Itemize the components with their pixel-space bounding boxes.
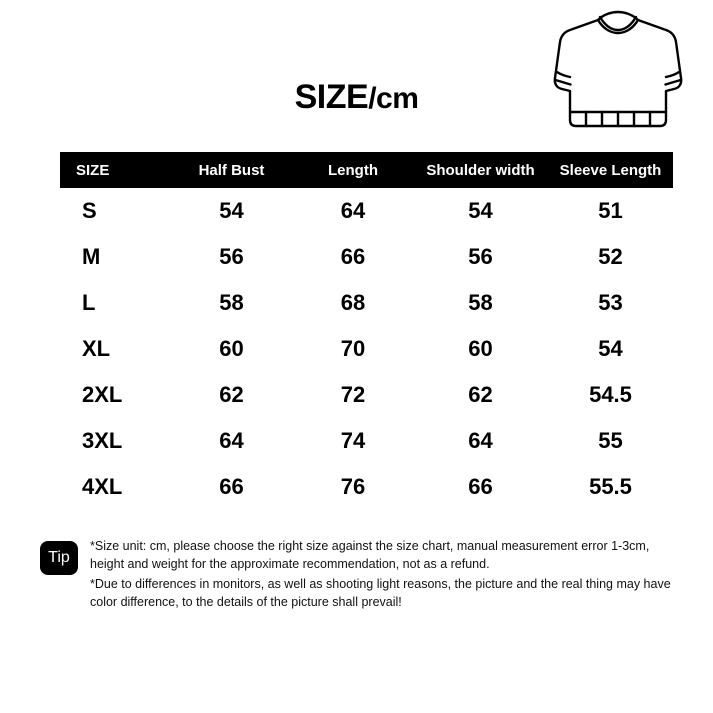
table-body <box>60 188 673 510</box>
tip-line-2: *Due to differences in monitors, as well as shooting light reasons, the picture and the real thing may have color difference, to the details of the picture shall prevail! <box>90 577 671 610</box>
cell-shoulder-width: 54 <box>468 198 493 223</box>
title-unit: /cm <box>368 82 419 115</box>
cell-sleeve-length: 54.5 <box>589 382 632 407</box>
cell-half-bust: 66 <box>219 474 244 499</box>
size-table <box>60 152 673 510</box>
cell-half-bust: 64 <box>219 428 244 453</box>
column-header-sleeve-length: Sleeve Length <box>548 152 673 188</box>
tip-badge: Tip <box>40 541 78 575</box>
table-row <box>60 188 673 234</box>
cell-shoulder-width: 62 <box>468 382 493 407</box>
sweatshirt-icon <box>548 8 688 138</box>
cell-sleeve-length: 55.5 <box>589 474 632 499</box>
cell-half-bust: 60 <box>219 336 244 361</box>
column-header-length: Length <box>293 152 413 188</box>
tip-text <box>90 537 680 614</box>
column-header-shoulder-width: Shoulder width <box>413 152 548 188</box>
cell-half-bust: 62 <box>219 382 244 407</box>
cell-sleeve-length: 51 <box>598 198 623 223</box>
page-title <box>0 78 713 117</box>
table-header-row <box>60 152 673 188</box>
tip-note <box>40 537 680 614</box>
table-row <box>60 326 673 372</box>
size-table-container <box>60 152 673 510</box>
cell-half-bust: 58 <box>219 290 244 315</box>
cell-size: 4XL <box>82 474 123 499</box>
table-row <box>60 280 673 326</box>
cell-length: 68 <box>340 290 366 315</box>
cell-shoulder-width: 56 <box>468 244 493 269</box>
cell-sleeve-length: 52 <box>598 244 623 269</box>
cell-length: 66 <box>340 244 366 269</box>
cell-sleeve-length: 54 <box>598 336 623 361</box>
cell-size: 2XL <box>82 382 123 407</box>
cell-length: 64 <box>340 198 366 223</box>
table-row <box>60 418 673 464</box>
cell-sleeve-length: 55 <box>598 428 623 453</box>
cell-length: 74 <box>340 428 366 453</box>
cell-size: 3XL <box>82 428 123 453</box>
cell-half-bust: 54 <box>219 198 244 223</box>
cell-half-bust: 56 <box>219 244 244 269</box>
table-row <box>60 372 673 418</box>
cell-length: 72 <box>340 382 366 407</box>
cell-length: 76 <box>340 474 366 499</box>
column-header-half-bust: Half Bust <box>170 152 293 188</box>
cell-shoulder-width: 64 <box>468 428 493 453</box>
cell-shoulder-width: 58 <box>468 290 493 315</box>
cell-sleeve-length: 53 <box>598 290 623 315</box>
table-row <box>60 234 673 280</box>
table-header <box>60 152 673 188</box>
cell-length: 70 <box>340 336 366 361</box>
tip-line-1: *Size unit: cm, please choose the right size against the size chart, manual measurement error 1-3cm, height and weight for the approximate recommendation, not as a refund. <box>90 539 650 572</box>
cell-size: XL <box>82 336 111 361</box>
cell-shoulder-width: 66 <box>468 474 493 499</box>
table-row <box>60 464 673 510</box>
cell-size: S <box>82 198 97 223</box>
cell-size: L <box>82 290 96 315</box>
cell-size: M <box>82 244 101 269</box>
column-header-size: SIZE <box>60 152 170 188</box>
title-main: SIZE <box>294 78 369 116</box>
cell-shoulder-width: 60 <box>468 336 493 361</box>
